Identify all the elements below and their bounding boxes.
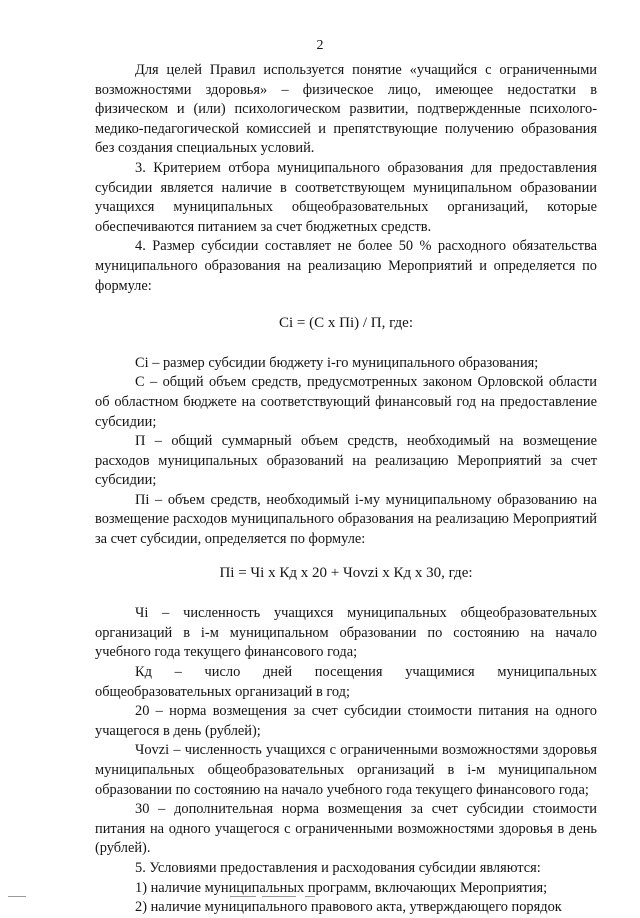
paragraph-item-3-criterion: 3. Критерием отбора муниципального образования для предоставления субсидии является наличие в соответствующем муниципальном образовании учащихся муниципальных общеобразовательных организаций, которые обеспечиваются питанием за счет бюджетных средств. [95, 159, 597, 235]
page-number: 2 [316, 38, 324, 53]
paragraph-norm-30: 30 – дополнительная норма возмещения за счет субсидии стоимости питания на одного учащегося с ограниченными возможностями здоровья в день (рублей). [95, 801, 597, 857]
paragraph-definition: Для целей Правил используется понятие «учащийся с ограниченными возможностями здоровья» – физическое лицо, имеющее недостатки в физическом и (или) психологическом развитии, подтвержденные психолого-медико-педагогической комиссией и препятствующие получению образования без создания специальных условий. [95, 62, 597, 157]
paragraph-item-4-subsidy-size: 4. Размер субсидии составляет не более 50 % расходного обязательства муниципального образования на реализацию Мероприятий и определяется по формуле: [95, 238, 597, 294]
paragraph-p-definition: П – общий суммарный объем средств, необходимый на возмещение расходов муниципальных образований на реализацию Мероприятий за счет субсидии; [95, 433, 597, 489]
paragraph-kd-definition: Кд – число дней посещения учащимися муниципальных общеобразовательных организаций в год; [95, 664, 597, 700]
paragraph-c-definition: С – общий объем средств, предусмотренных законом Орловской области об областном бюджете на соответствующий финансовый год на предоставление субсидии; [95, 374, 597, 430]
paragraph-chi-definition: Чi – численность учащихся муниципальных общеобразовательных организаций в i-м муниципальном образовании по состоянию на начало учебного года текущего финансового года; [95, 605, 597, 661]
paragraph-ci-definition: Сi – размер субсидии бюджету i-го муниципального образования; [135, 354, 539, 371]
paragraph-chovzi-definition: Чovzi – численность учащихся с ограниченными возможностями здоровья муниципальных общеобразовательных организаций в i-м муниципальном образовании по состоянию на начало учебного года текущего финансового года; [95, 742, 597, 798]
paragraph-pi-definition: Пi – объем средств, необходимый i-му муниципальному образованию на возмещение расходов муниципального образования на реализацию Мероприятий за счет субсидии, определяется по формуле: [95, 491, 597, 548]
document-body [95, 61, 597, 918]
paragraph-condition-1: 1) наличие муниципальных программ, включающих Мероприятия; [135, 879, 548, 896]
scan-artifact-line [0, 896, 640, 898]
formula-ci: Сi = (С х Пi) / П, где: [279, 315, 413, 332]
paragraph-norm-20: 20 – норма возмещения за счет субсидии стоимости питания на одного учащегося в день (рублей); [95, 703, 597, 739]
paragraph-condition-2: 2) наличие муниципального правового акта, утверждающего порядок [135, 899, 562, 916]
formula-pi: Пi = Чi х Кд х 20 + Чovzi х Кд х 30, где: [219, 564, 473, 581]
paragraph-item-5-conditions: 5. Условиями предоставления и расходования субсидии являются: [135, 859, 541, 876]
